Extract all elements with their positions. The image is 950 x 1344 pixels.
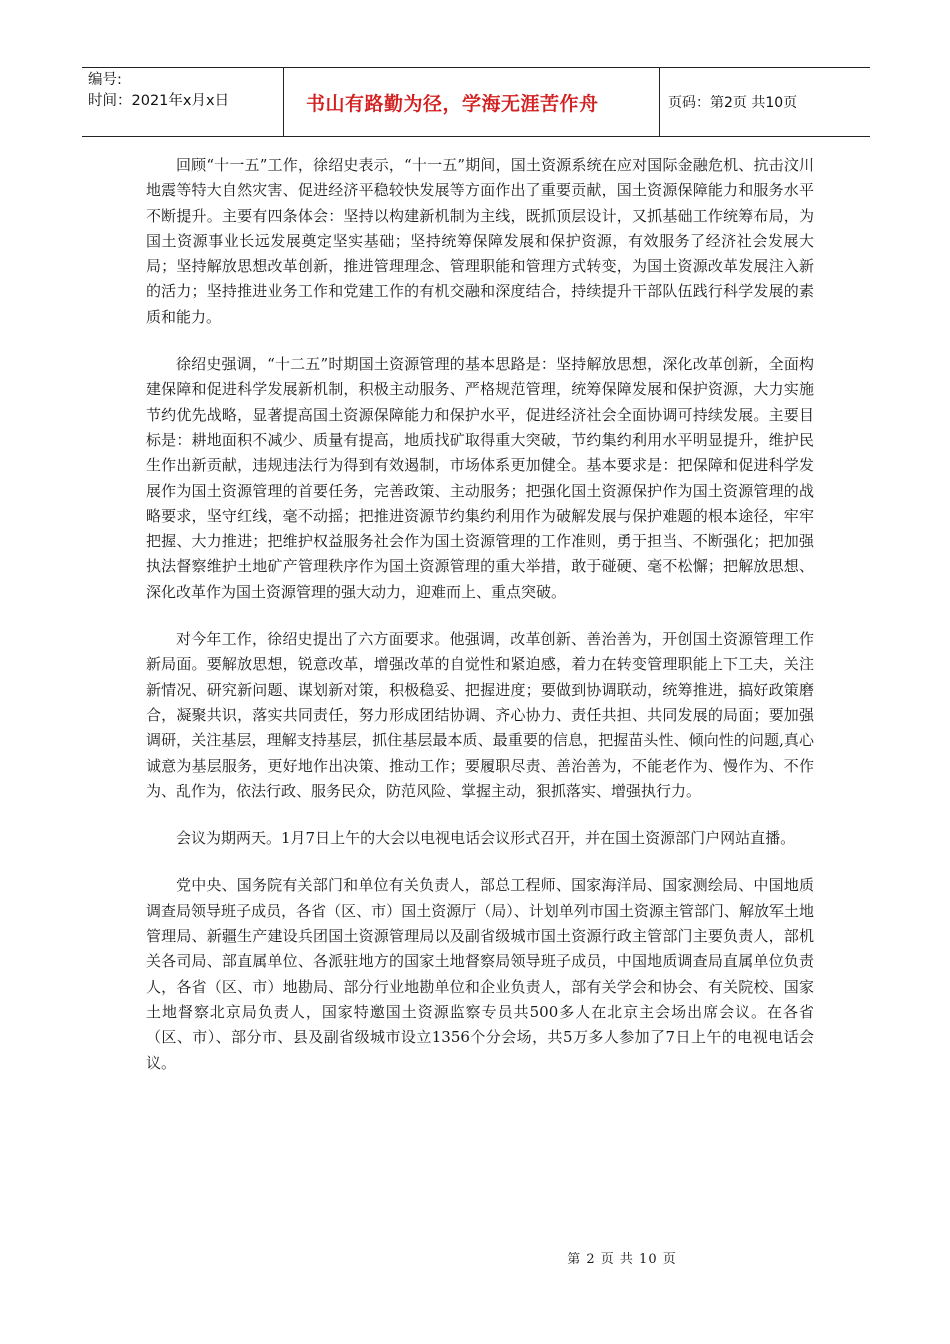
paragraph-5: 党中央、国务院有关部门和单位有关负责人，部总工程师、国家海洋局、国家测绘局、中国地质调查局领导班子成员，各省（区、市）国土资源厅（局）、计划单列市国土资源主管部门、解放军土地管理局、新疆生产建设兵团国土资源管理局以及副省级城市国土资源行政主管部门主要负责人，部机关各司局、部直属单位、各派驻地方的国家土地督察局领导班子成员，中国地质调查局直属单位负责人，各省（区、市）地勘局、部分行业地勘单位和企业负责人，部有关学会和协会、有关院校、国家土地督察北京局负责人，国家特邀国土资源监察专员共500多人在北京主会场出席会议。在各省（区、市）、部分市、县及副省级城市设立1356个分会场，共5万多人参加了7日上午的电视电话会议。 xyxy=(146,876,814,1072)
document-body xyxy=(146,153,814,1098)
page-footer: 第 2 页 共 10 页 xyxy=(567,1252,677,1267)
header-motto: 书山有路勤为径，学海无涯苦作舟 xyxy=(284,68,660,136)
header-page-info: 页码：第2页 共10页 xyxy=(668,95,798,111)
paragraph-4: 会议为期两天。1月7日上午的大会以电视电话会议形式召开，并在国土资源部门户网站直播。 xyxy=(176,829,796,848)
document-header xyxy=(82,67,870,137)
paragraph-2: 徐绍史强调，“十二五”时期国土资源管理的基本思路是：坚持解放思想，深化改革创新，全面构建保障和促进科学发展新机制，积极主动服务、严格规范管理，统筹保障发展和保护资源，大力实施节约优先战略，显著提高国土资源保障能力和保护水平，促进经济社会全面协调可持续发展。主要目标是：耕地面积不减少、质量有提高，地质找矿取得重大突破，节约集约利用水平明显提升，维护民生作出新贡献，违规违法行为得到有效遏制，市场体系更加健全。基本要求是：把保障和促进科学发展作为国土资源管理的首要任务，完善政策、主动服务；把强化国土资源保护作为国土资源管理的战略要求，坚守红线，毫不动摇；把推进资源节约集约利用作为破解发展与保护难题的根本途径，牢牢把握、大力推进；把维护权益服务社会作为国土资源管理的工作准则，勇于担当、不断强化；把加强执法督察维护土地矿产管理秩序作为国土资源管理的重大举措，敢于碰硬、毫不松懈；把解放思想、深化改革作为国土资源管理的强大动力，迎难而上、重点突破。 xyxy=(146,355,814,601)
serial-label: 编号: xyxy=(88,72,122,88)
paragraph-3: 对今年工作，徐绍史提出了六方面要求。他强调，改革创新、善治善为，开创国土资源管理工作新局面。要解放思想，锐意改革，增强改革的自觉性和紧迫感，着力在转变管理职能上下工夫，关注新情况、研究新问题、谋划新对策，积极稳妥、把握进度；要做到协调联动，统筹推进，搞好政策磨合，凝聚共识，落实共同责任，努力形成团结协调、齐心协力、责任共担、共同发展的局面；要加强调研，关注基层，理解支持基层，抓住基层最本质、最重要的信息，把握苗头性、倾向性的问题,真心诚意为基层服务，更好地作出决策、推动工作；要履职尽责、善治善为，不能老作为、慢作为、不作为、乱作为，依法行政、服务民众，防范风险、掌握主动，狠抓落实、增强执行力。 xyxy=(146,630,814,800)
time-label: 时间：2021年x月x日 xyxy=(88,93,230,109)
paragraph-1: 回顾“十一五”工作，徐绍史表示，“十一五”期间，国土资源系统在应对国际金融危机、抗击汶川地震等特大自然灾害、促进经济平稳较快发展等方面作出了重要贡献，国土资源保障能力和服务水平不断提升。主要有四条体会：坚持以构建新机制为主线，既抓顶层设计，又抓基础工作统筹布局，为国土资源事业长远发展奠定坚实基础；坚持统筹保障发展和保护资源，有效服务了经济社会发展大局；坚持解放思想改革创新，推进管理理念、管理职能和管理方式转变，为国土资源改革发展注入新的活力；坚持推进业务工作和党建工作的有机交融和深度结合，持续提升干部队伍践行科学发展的素质和能力。 xyxy=(146,156,814,326)
header-meta xyxy=(82,68,284,136)
